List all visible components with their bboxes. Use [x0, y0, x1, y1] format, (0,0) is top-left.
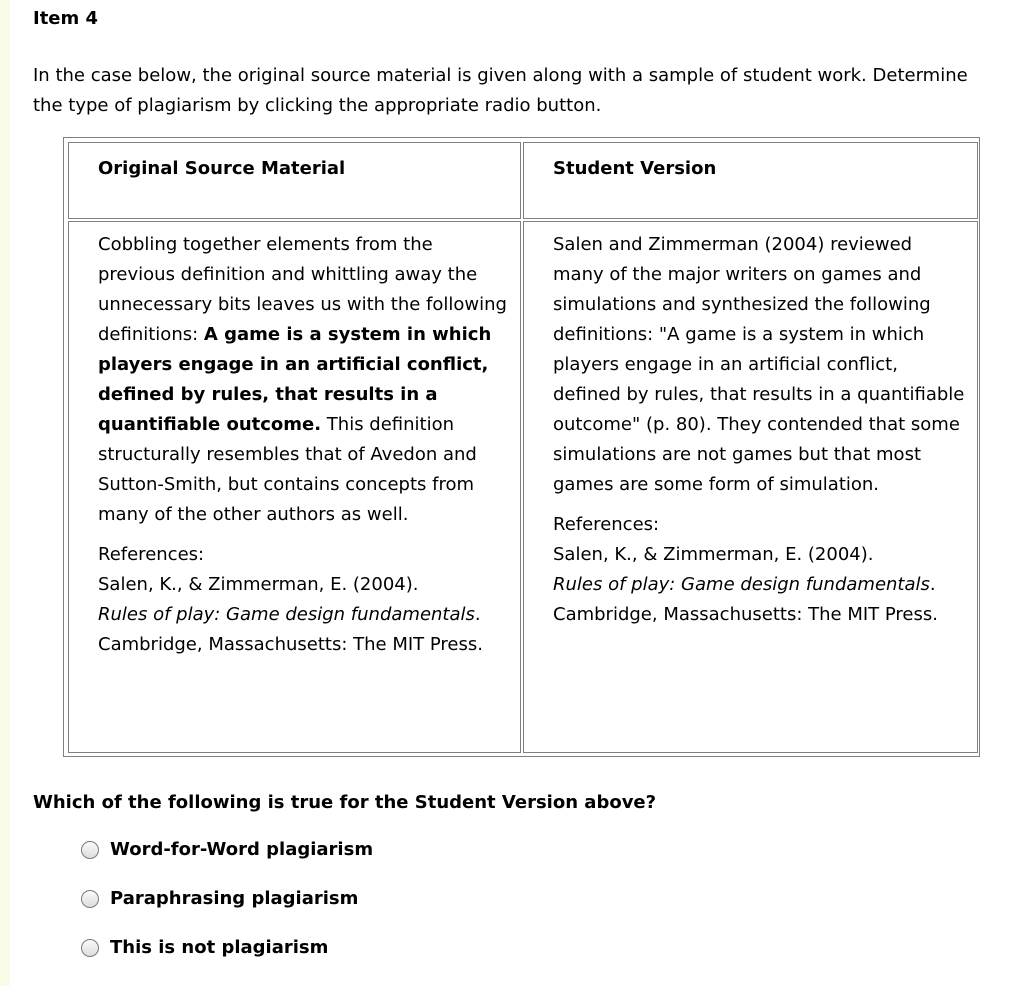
reference-entry: [98, 570, 508, 660]
original-bold-definition: A game is a system in which players engage in an artificial conflict, defined by rules, that results in a quantifiable outcome.: [98, 324, 492, 435]
option-word-for-word[interactable]: [81, 839, 373, 860]
reference-authors: Salen, K., & Zimmerman, E. (2004).: [553, 544, 874, 565]
original-text-before: Cobbling together elements from the previous definition and whittling away the unnecessary bits leaves us with the following definitions:: [98, 234, 507, 345]
student-header-cell: [523, 142, 978, 219]
radio-button[interactable]: [81, 890, 99, 908]
reference-title: Rules of play: Game design fundamentals: [553, 574, 930, 595]
option-not-plagiarism[interactable]: [81, 937, 328, 958]
original-content-cell: [68, 221, 521, 753]
radio-button[interactable]: [81, 841, 99, 859]
references-label: References:: [553, 514, 660, 535]
original-passage: [98, 230, 508, 530]
option-label[interactable]: This is not plagiarism: [110, 937, 329, 958]
reference-publisher: . Cambridge, Massachusetts: The MIT Press.: [553, 574, 938, 625]
left-margin-strip: [0, 0, 10, 986]
references-label: References:: [98, 544, 205, 565]
reference-authors: Salen, K., & Zimmerman, E. (2004).: [98, 574, 419, 595]
case-table: [63, 137, 980, 757]
reference-publisher: . Cambridge, Massachusetts: The MIT Press.: [98, 604, 483, 655]
option-label[interactable]: Word-for-Word plagiarism: [110, 839, 374, 860]
reference-title: Rules of play: Game design fundamentals: [98, 604, 475, 625]
original-header-cell: [68, 142, 521, 219]
option-label[interactable]: Paraphrasing plagiarism: [110, 888, 359, 909]
student-references: [553, 510, 967, 630]
original-references: [98, 540, 508, 660]
student-passage: Salen and Zimmerman (2004) reviewed many of the major writers on games and simulations and synthesized the following definitions: "A game is a system in which players engage in an artificial conflict, defined by rules, that results in a quantifiable outcome" (p. 80). They contended that some simulations are not games but that most games are some form of simulation.: [553, 234, 965, 495]
instructions-text: In the case below, the original source material is given along with a sample of student work. Determine the type of plagiarism by clicking the appropriate radio button.: [33, 65, 968, 116]
item-title: Item 4: [33, 8, 99, 29]
student-content-cell: [523, 221, 978, 753]
radio-button[interactable]: [81, 939, 99, 957]
reference-entry: [553, 540, 967, 630]
student-header: Student Version: [553, 158, 717, 179]
option-paraphrasing[interactable]: [81, 888, 358, 909]
original-header: Original Source Material: [98, 158, 346, 179]
question-text: Which of the following is true for the Student Version above?: [33, 792, 657, 813]
original-text-after: This definition structurally resembles that of Avedon and Sutton-Smith, but contains concepts from many of the other authors as well.: [98, 414, 477, 525]
